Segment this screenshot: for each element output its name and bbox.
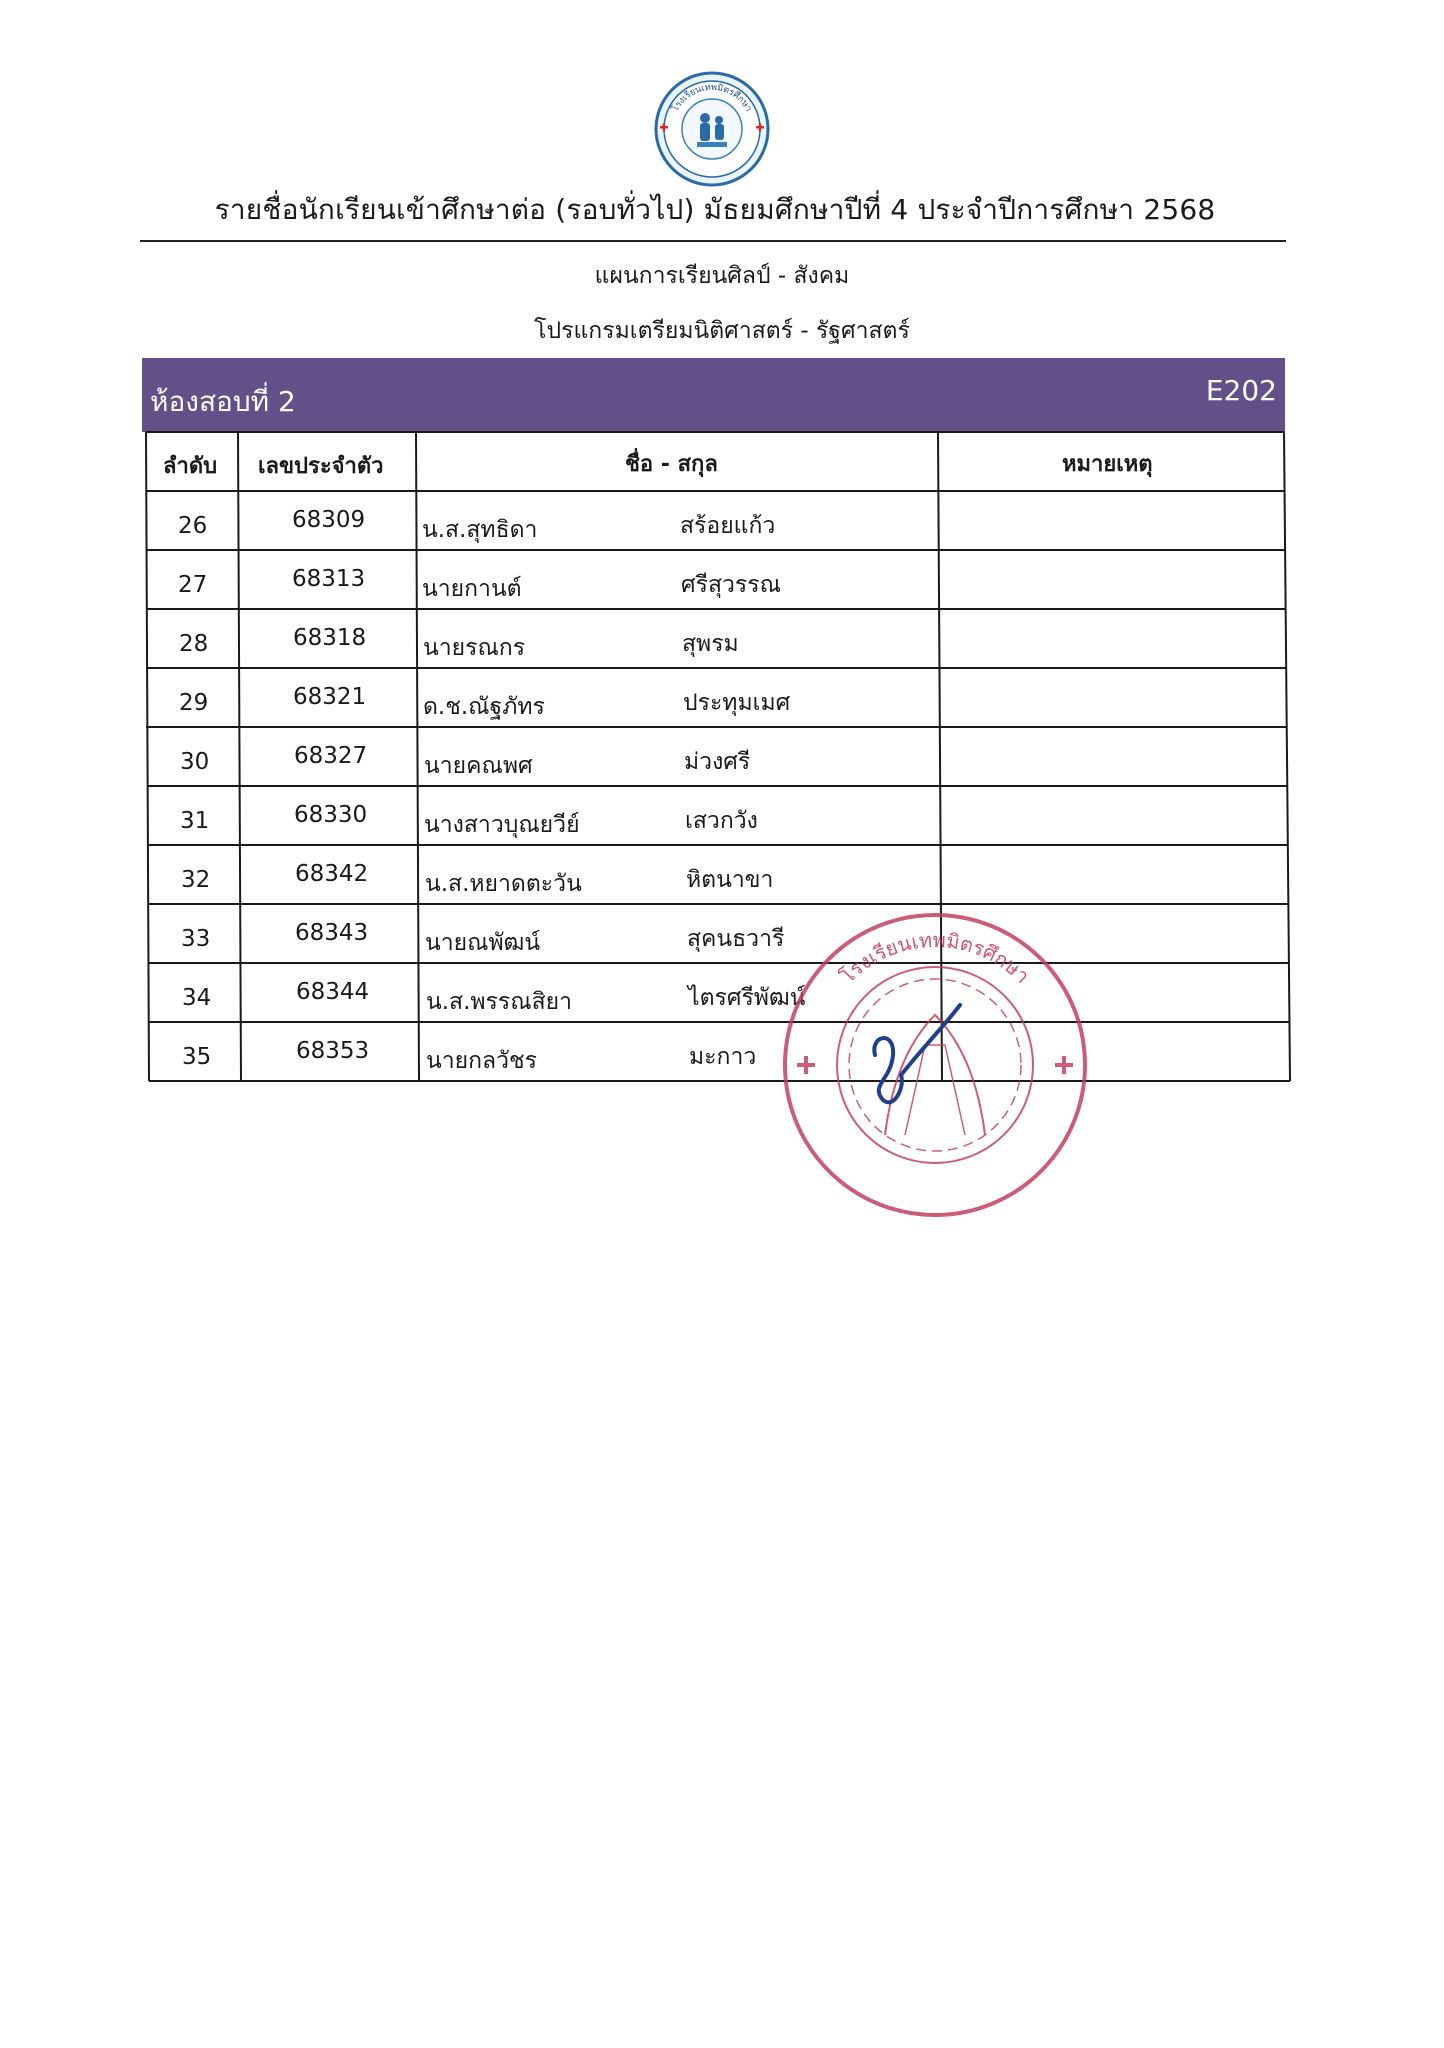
stamp-text-top: โรงเรียนเทพมิตรศึกษา [835,927,1035,989]
exam-room-bar [142,358,1285,432]
row-id: 68342 [295,861,369,887]
row-last-name: มะกาว [689,1044,757,1070]
school-logo [653,70,771,188]
school-seal-stamp [775,905,1095,1225]
row-id: 68353 [296,1038,370,1064]
row-no: 29 [179,690,209,716]
study-plan: แผนการเรียนศิลป์ - สังคม [594,263,850,289]
row-no: 26 [178,513,208,539]
col-header-no: ลำดับ [163,454,218,479]
row-id: 68309 [292,507,366,533]
exam-room-code: E202 [1205,374,1277,407]
row-no: 35 [182,1044,212,1070]
row-last-name: ศรีสุวรรณ [681,572,781,598]
row-last-name: ประทุมเมศ [683,690,791,716]
row-first-name: นางสาวบุณยวีย์ [424,812,580,838]
row-last-name: ม่วงศรี [684,749,751,775]
row-id: 68344 [296,979,370,1005]
row-no: 33 [181,926,211,952]
row-first-name: น.ส.หยาดตะวัน [425,871,582,897]
row-id: 68318 [293,625,367,651]
row-first-name: น.ส.พรรณสิยา [426,989,573,1015]
row-first-name: นายณพัฒน์ [425,930,541,956]
row-first-name: ด.ช.ณัฐภัทร [423,694,545,720]
col-header-name: ชื่อ - สกุล [625,452,718,477]
row-last-name: เสวกวัง [685,808,758,834]
row-first-name: นายคณพศ [424,753,533,779]
row-no: 30 [180,749,210,775]
row-id: 68327 [294,743,368,769]
row-no: 31 [180,808,210,834]
row-last-name: สุคนธวารี [687,926,785,952]
row-first-name: นายรณกร [423,635,526,661]
row-last-name: สร้อยแก้ว [680,513,776,539]
row-id: 68343 [295,920,369,946]
row-no: 32 [181,867,211,893]
logo-text-top: โรงเรียนเทพมิตรศึกษา [670,82,754,114]
col-header-id: เลขประจำตัว [258,454,384,479]
exam-room-label: ห้องสอบที่ 2 [150,385,296,418]
row-last-name: ไตรศรีพัฒน์ [688,985,806,1011]
row-first-name: นายกลวัชร [426,1048,538,1074]
page-title: รายชื่อนักเรียนเข้าศึกษาต่อ (รอบทั่วไป) มัธยมศึกษาปีที่ 4 ประจำปีการศึกษา 2568 [214,193,1216,226]
row-id: 68313 [292,566,366,592]
row-no: 34 [182,985,212,1011]
row-no: 28 [179,631,209,657]
row-last-name: หิตนาขา [686,867,774,893]
row-last-name: สุพรม [682,631,739,657]
row-first-name: น.ส.สุทธิดา [422,517,538,543]
row-no: 27 [178,572,208,598]
row-first-name: นายกานต์ [422,576,522,602]
program-name: โปรแกรมเตรียมนิติศาสตร์ - รัฐศาสตร์ [534,318,910,344]
col-header-note: หมายเหตุ [1062,452,1153,477]
title-divider [140,240,1286,242]
row-id: 68321 [293,684,367,710]
row-id: 68330 [294,802,368,828]
